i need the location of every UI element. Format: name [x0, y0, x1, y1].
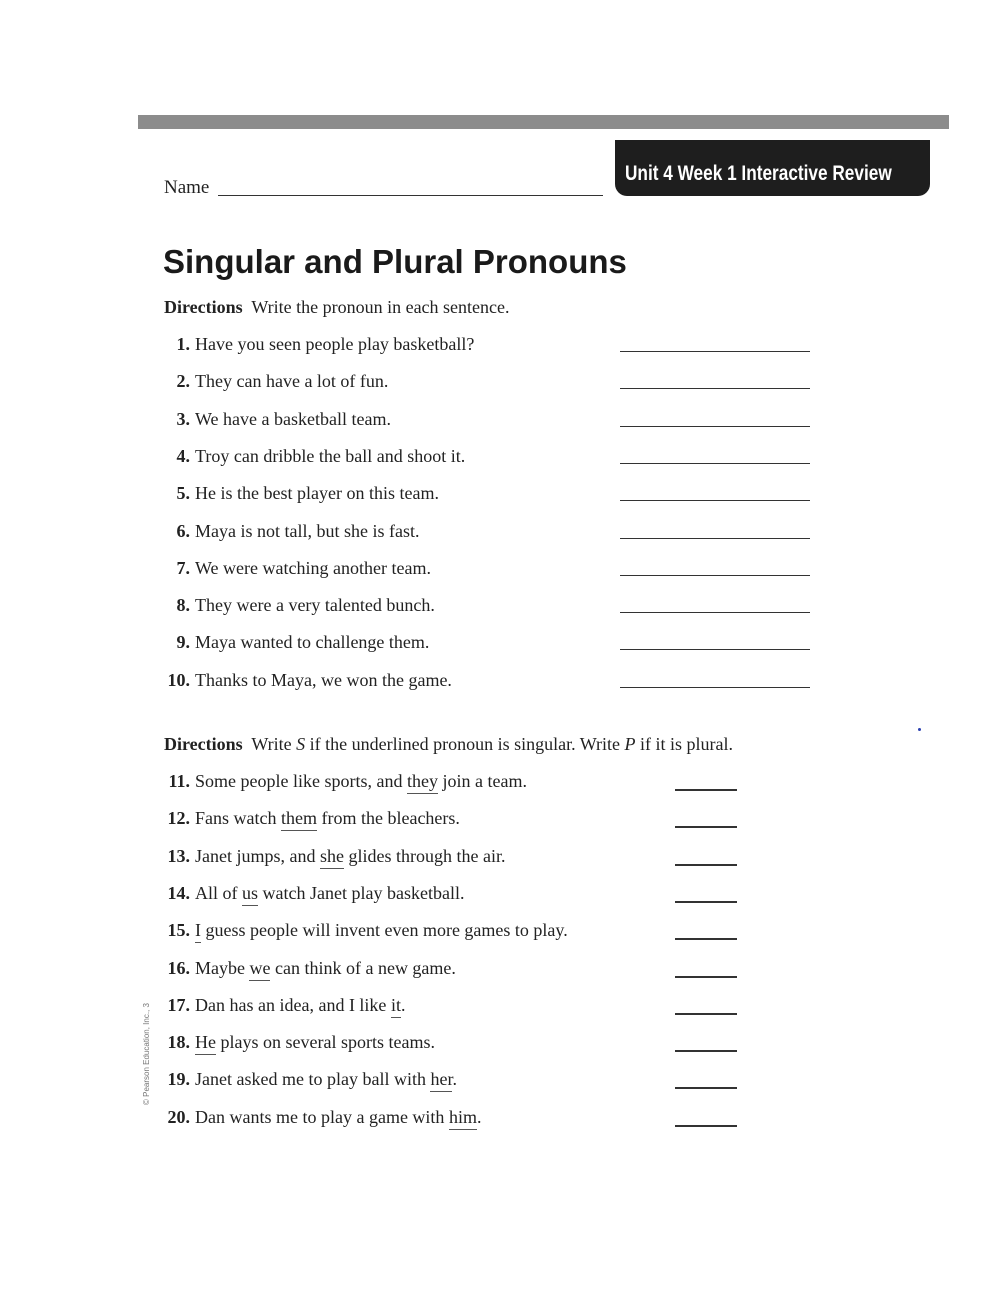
- item-sentence: [195, 1107, 481, 1128]
- name-input-line[interactable]: [218, 195, 603, 196]
- item-number: 7.: [176, 557, 190, 578]
- plural-letter: P: [624, 734, 636, 754]
- list-item: [164, 334, 844, 362]
- list-item: [164, 883, 844, 911]
- item-number: 15.: [167, 920, 190, 941]
- item-sentence: We have a basketball team.: [195, 408, 391, 429]
- item-sentence: Maya wanted to challenge them.: [195, 632, 430, 653]
- answer-blank[interactable]: [620, 575, 810, 576]
- sentence-text: Dan has an idea, and I like: [195, 994, 391, 1015]
- answer-blank[interactable]: [620, 649, 810, 650]
- item-sentence: [195, 920, 568, 941]
- answer-blank[interactable]: [620, 500, 810, 501]
- directions-text: if it is plural.: [640, 734, 733, 754]
- answer-blank[interactable]: [620, 426, 810, 427]
- answer-blank[interactable]: [620, 612, 810, 613]
- list-item: [164, 558, 844, 586]
- underlined-pronoun: them: [281, 808, 317, 831]
- item-sentence: [195, 958, 456, 979]
- list-item: [164, 771, 844, 799]
- stray-mark: [918, 728, 921, 731]
- sentence-text: Maybe: [195, 957, 250, 978]
- unit-tab-label: Unit 4 Week 1 Interactive Review: [625, 162, 892, 185]
- item-sentence: [195, 1069, 457, 1090]
- item-number: 14.: [167, 882, 190, 903]
- sentence-text: watch Janet play basketball.: [258, 882, 465, 903]
- item-number: 18.: [167, 1032, 190, 1053]
- list-item: [164, 995, 844, 1023]
- answer-blank[interactable]: [620, 538, 810, 539]
- item-number: 10.: [167, 669, 190, 690]
- sentence-text: join a team.: [437, 771, 527, 791]
- answer-blank[interactable]: [675, 826, 737, 828]
- list-item: [164, 670, 844, 698]
- answer-blank[interactable]: [675, 938, 737, 940]
- page-title: Singular and Plural Pronouns: [163, 243, 627, 280]
- answer-blank[interactable]: [675, 1125, 737, 1127]
- list-item: [164, 446, 844, 474]
- answer-blank[interactable]: [620, 351, 810, 352]
- item-number: 8.: [176, 595, 190, 616]
- unit-tab: [615, 140, 930, 196]
- item-number: 1.: [176, 334, 190, 354]
- item-number: 5.: [176, 483, 190, 504]
- list-item: [164, 521, 844, 549]
- sentence-text: Janet asked me to play ball with: [195, 1069, 431, 1090]
- item-sentence: They were a very talented bunch.: [195, 595, 435, 616]
- sentence-text: .: [400, 994, 406, 1015]
- list-item: [164, 483, 844, 511]
- item-number: 2.: [176, 371, 190, 392]
- answer-blank[interactable]: [675, 864, 737, 866]
- list-item: [164, 371, 844, 399]
- item-number: 11.: [168, 771, 190, 791]
- answer-blank[interactable]: [675, 901, 737, 903]
- item-number: 19.: [167, 1069, 190, 1090]
- singular-letter: S: [296, 734, 306, 754]
- item-sentence: [195, 808, 460, 829]
- sentence-text: Some people like sports, and: [195, 771, 407, 791]
- list-item: [164, 958, 844, 986]
- item-sentence: Thanks to Maya, we won the game.: [195, 669, 452, 690]
- item-sentence: [195, 883, 464, 904]
- list-item: [164, 920, 844, 948]
- sentence-text: can think of a new game.: [270, 957, 456, 978]
- underlined-pronoun: He: [195, 1032, 216, 1055]
- sentence-text: Dan wants me to play a game with: [195, 1106, 449, 1127]
- list-item: [164, 846, 844, 874]
- name-label: Name: [164, 177, 210, 198]
- item-sentence: Maya is not tall, but she is fast.: [195, 520, 420, 541]
- underlined-pronoun: I: [195, 920, 201, 943]
- sentence-text: All of: [195, 882, 242, 903]
- underlined-pronoun: him: [449, 1107, 477, 1130]
- list-item: [164, 1069, 844, 1097]
- sentence-text: glides through the air.: [343, 845, 506, 866]
- sentence-text: Fans watch: [195, 808, 281, 829]
- list-item: [164, 595, 844, 623]
- item-sentence: Have you seen people play basketball?: [195, 334, 475, 354]
- directions-label: Directions: [164, 297, 243, 317]
- list-item: [164, 808, 844, 836]
- item-sentence: He is the best player on this team.: [195, 483, 439, 504]
- item-number: 17.: [167, 994, 190, 1015]
- directions-text: if the underlined pronoun is singular. Write: [309, 734, 620, 754]
- item-sentence: [195, 1032, 435, 1053]
- item-sentence: [195, 995, 405, 1016]
- list-item: [164, 1107, 844, 1135]
- underlined-pronoun: us: [242, 883, 258, 906]
- sentence-text: from the bleachers.: [316, 808, 460, 829]
- item-number: 20.: [167, 1106, 190, 1127]
- item-sentence: [195, 846, 505, 867]
- item-number: 6.: [176, 520, 190, 541]
- item-number: 4.: [176, 445, 190, 466]
- directions-text: Write the pronoun in each sentence.: [251, 297, 510, 317]
- sentence-text: Janet jumps, and: [195, 845, 320, 866]
- directions-text: Write: [251, 734, 292, 754]
- list-item: [164, 1032, 844, 1060]
- answer-blank[interactable]: [675, 1050, 737, 1052]
- list-item: [164, 409, 844, 437]
- sentence-text: plays on several sports teams.: [216, 1032, 435, 1053]
- answer-blank[interactable]: [620, 463, 810, 464]
- underlined-pronoun: we: [249, 958, 270, 981]
- item-sentence: We were watching another team.: [195, 557, 431, 578]
- item-number: 13.: [167, 845, 190, 866]
- answer-blank[interactable]: [675, 1087, 737, 1089]
- answer-blank[interactable]: [675, 976, 737, 978]
- sentence-text: .: [452, 1069, 457, 1090]
- sentence-text: .: [476, 1106, 482, 1127]
- item-number: 16.: [167, 957, 190, 978]
- item-number: 3.: [176, 408, 190, 429]
- item-sentence: Troy can dribble the ball and shoot it.: [195, 445, 466, 466]
- item-number: 12.: [167, 808, 190, 829]
- item-sentence: [195, 771, 527, 792]
- underlined-pronoun: she: [320, 846, 344, 869]
- answer-blank[interactable]: [620, 388, 810, 389]
- item-number: 9.: [176, 632, 190, 653]
- header-rule: [138, 115, 949, 129]
- sentence-text: guess people will invent even more games to play.: [201, 920, 568, 941]
- answer-blank[interactable]: [675, 789, 737, 791]
- underlined-pronoun: they: [407, 771, 438, 794]
- list-item: [164, 632, 844, 660]
- underlined-pronoun: it: [391, 995, 401, 1018]
- item-sentence: They can have a lot of fun.: [195, 371, 389, 392]
- answer-blank[interactable]: [620, 687, 810, 688]
- directions-part1: [164, 297, 510, 318]
- directions-label: Directions: [164, 734, 243, 754]
- directions-part2: [164, 734, 733, 755]
- answer-blank[interactable]: [675, 1013, 737, 1015]
- underlined-pronoun: her: [430, 1069, 452, 1092]
- copyright-text: © Pearson Education, Inc., 3: [142, 1003, 151, 1105]
